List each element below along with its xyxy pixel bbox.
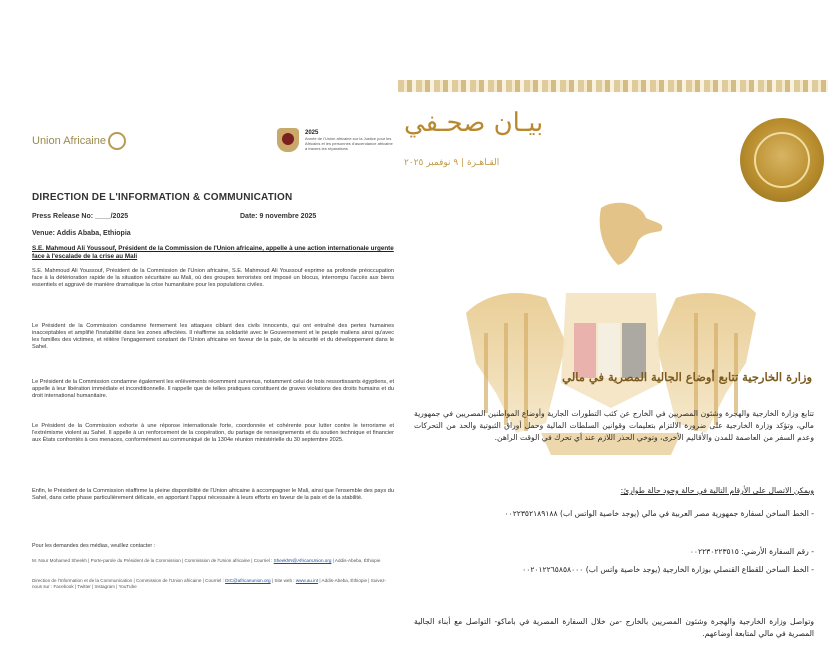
emblem-icon — [277, 128, 299, 152]
footer-line: Direction de l'Information et de la Communication | Commission de l'Union africaine | Courriel : — [32, 578, 224, 583]
statement-title: بيـان صحـفي — [404, 108, 544, 138]
paragraph-4: Le Président de la Commission exhorte à une réponse internationale forte, coordonnée et cohérente pour lutter contre le terrorisme et l'extrémisme violent au Sahel. Il appelle à un renforcement de la coopération, du partage de renseignements et du soutien technique et financier aux États confrontés à ces menaces, conformément au communiqué de la 1304e réunion ministérielle du 30 septembre 2025. — [32, 423, 394, 443]
footer-email-link[interactable]: DIC@africanunion.org — [225, 578, 271, 583]
media-contact-heading: Pour les demandes des médias, veuillez contacter : — [32, 543, 156, 549]
contact-email-link[interactable]: SheekhN@AfricanUnion.org — [273, 558, 332, 563]
media-contact — [32, 558, 394, 564]
paragraph-5: Enfin, le Président de la Commission réaffirme la pleine disponibilité de l'Union africaine à accompagner le Mali, ainsi que l'ensemble des pays du Sahel, dans cette phase particulièrement délicate, en apportant l'appui nécessaire à leurs efforts en faveur de la paix et de la stabilité. — [32, 488, 394, 501]
statement-date: القـاهـرة | ٩ نوفمبر ٢٠٢٥ — [404, 158, 500, 168]
footer-web-label: | Site web : — [271, 578, 295, 583]
emergency-contacts-heading: ويمكن الاتصال على الأرقام التالية في حالة وجود حالة طوارئ: — [620, 486, 814, 495]
contact-line: M. Nour Mohamed Sheekh | Porte-parole du Président de la Commission | Commission de l'Union africaine | Courriel : — [32, 558, 273, 563]
au-logo-text: Union Africaine — [32, 134, 106, 147]
venue: Venue: Addis Ababa, Ethiopia — [32, 230, 131, 237]
statement-heading: وزارة الخارجية تتابع أوضاع الجالية المصرية في مالي — [562, 370, 812, 384]
press-release-date: Date: 9 novembre 2025 — [240, 213, 317, 220]
direction-heading: DIRECTION DE L'INFORMATION & COMMUNICATION — [32, 192, 293, 203]
contact-city: | Addis-Abeba, Éthiopie — [332, 558, 381, 563]
contact-item-1: - الخط الساخن لسفارة جمهورية مصر العربية في مالي (يوجد خاصية الواتس اب) ٠٠٢٢٣٥٢١٨٩١٨٨ — [504, 509, 814, 518]
footer-website-link[interactable]: www.au.int — [295, 578, 319, 583]
footer — [32, 578, 394, 590]
decorative-border — [398, 80, 828, 92]
arabic-press-statement — [398, 78, 828, 657]
statement-paragraph: تتابع وزارة الخارجية والهجرة وشئون المصريين في الخارج عن كثب التطورات الجارية وأوضاع المواطنين المصريين في جمهورية مالي، وتؤكد وزارة الخارجية على ضرورة الالتزام بتعليمات وقوانين السلطات المالية وحمل أوراق الثبوتية والحد من التحركات وعدم السفر من العاصمة للمدن والأقاليم الأخرى، وتوخي الحذر اللازم عند أي تحرك في الوقت الراهن. — [414, 409, 814, 442]
header-year: 2025 — [305, 130, 319, 136]
header-theme — [305, 130, 395, 151]
press-release-number: Press Release No: ____/2025 — [32, 213, 129, 220]
paragraph-2: Le Président de la Commission condamne fermement les attaques ciblant des civils innocents, qui ont entraîné des pertes humaines inacceptables et amplifié l'instabilité dans les zones affectées. Il réaffirme sa solidarité avec le Gouvernement et le peuple maliens ainsi qu'avec les familles des victimes, et réitère l'engagement constant de l'Union africaine en faveur de la paix, de la sécurité et du développement dans le Sahel. — [32, 323, 394, 350]
press-release-title: S.E. Mahmoud Ali Youssouf, Président de la Commission de l'Union africaine, appelle à une action internationale urgente face à l'escalade de la crise au Mali — [32, 245, 394, 260]
paragraph-3: Le Président de la Commission condamne également les enlèvements récemment survenus, notamment celui de trois ressortissants égyptiens, et appelle à leur libération immédiate et inconditionnelle. Il rappelle que de telles pratiques constituent de graves violations des droits humains et du droit international humanitaire. — [32, 379, 394, 399]
footer-social: | Addis-Abeba, Éthiopie | Suivez-nous sur : Facebook | Twitter | Instagram | YouTube — [32, 578, 387, 589]
african-union-logo — [32, 132, 126, 150]
contact-item-3: - الخط الساخن للقطاع القنصلي بوزارة الخارجية (يوجد خاصية واتس اب) ٠٠٢٠١٢٢٦٥٨٥٨٠٠٠ — [522, 565, 814, 574]
contact-item-2: - رقم السفارة الأرضي: ٠٠٢٢٣٠٢٢٣٥١٥ — [689, 547, 814, 556]
paragraph-1: S.E. Mahmoud Ali Youssouf, Président de la Commission de l'Union africaine, S.E. Mahmoud Ali Youssouf exprime sa profonde préoccupation face à la détérioration rapide de la situation sécuritaire au Mali, où des groupes terroristes ont imposé un blocus, interrompu l'accès aux biens essentiels et aggravé de manière dramatique la crise humanitaire pour les populations civiles. — [32, 268, 394, 288]
closing-paragraph: وتواصل وزارة الخارجية والهجرة وشئون المصريين بالخارج -من خلال السفارة المصرية في باماكو- التواصل مع أبناء الجالية المصرية في مالي لمتابعة أوضاعهم. — [414, 617, 814, 638]
au-logo-icon — [108, 132, 126, 150]
header-theme-text: Année de l'Union africaine sur la Justice pour les Africains et les personnes d'ascendance africaine à travers les réparations — [305, 136, 393, 151]
french-press-release — [22, 118, 398, 618]
ministry-seal-icon — [740, 118, 824, 202]
